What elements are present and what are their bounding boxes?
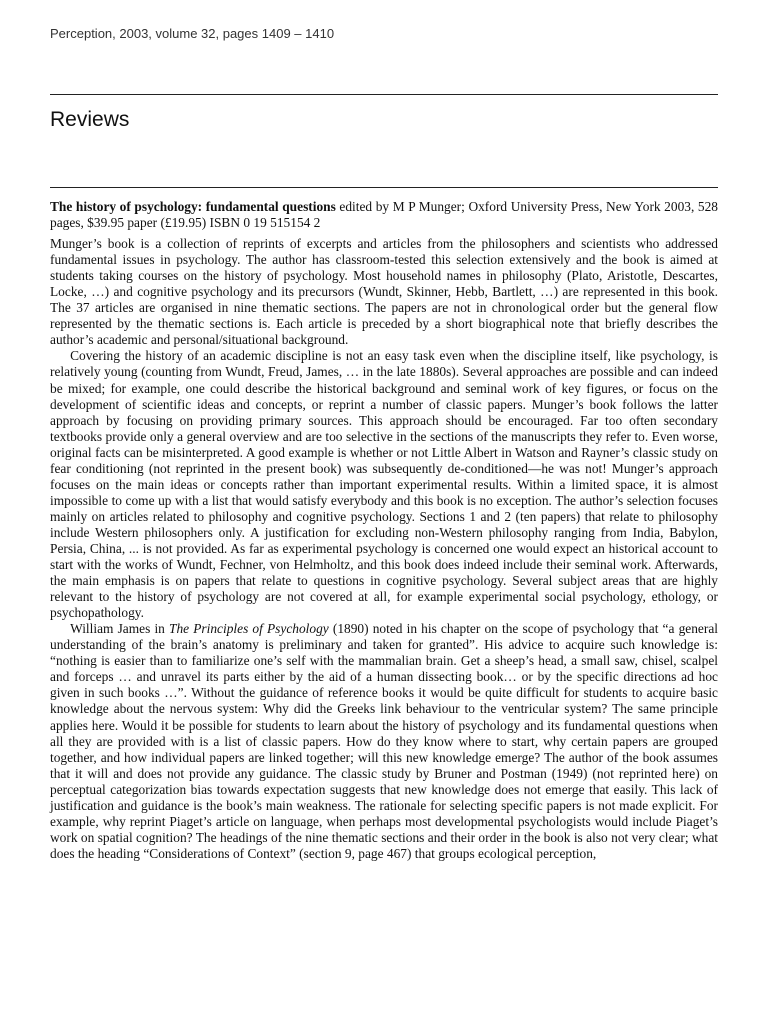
paragraph-2: Covering the history of an academic discipline is not an easy task even when the discipline itself, like psychology, is relatively young (counting from Wundt, Freud, James, … in the late 1880s). Several approaches are possible and can indeed be mixed; for example, one could describe the historical background and seminal work of key figures, or focus on the development of scientific ideas and concepts, or reprint a number of classic papers. Munger’s book follows the latter approach by focusing on providing primary sources. This approach should be encouraged. Far too often secondary textbooks provide only a general overview and are too selective in the sections of the manuscripts they refer to. Even worse, original facts can be misinterpreted. A good example is whether or not Little Albert in Watson and Rayner’s classic study on fear conditioning (not reprinted in the present book) was subsequently de-conditioned—he was not! Munger’s approach focuses on the main ideas or concepts rather than important experimental results. Within a limited space, it is almost impossible to come up with a list that would satisfy everybody and this book is no exception. The author’s selection focuses mainly on articles related to philosophy and cognitive psychology. Sections 1 and 2 (ten papers) that relate to philosophy include Western philosophers only. A justification for excluding non-Western philosophy ranging from India, Babylon, Persia, China, ... is not provided. As far as experimental psychology is concerned one would expect an historical account to start with the works of Wundt, Fechner, von Helmholtz, and this book does indeed include their seminal work. Afterwards, the main emphasis is on papers that relate to questions in cognitive psychology. Several subject areas that are highly relevant to the history of psychology are not covered at all, for example experimental social psychology, ethology, or psychopathology. [50, 348, 718, 621]
journal-citation-header: Perception, 2003, volume 32, pages 1409 – 1410 [50, 26, 335, 41]
book-title: The history of psychology: fundamental questions [50, 199, 336, 214]
book-citation [50, 199, 718, 231]
paragraph-3-text: (1890) noted in his chapter on the scope of psychology that “a general understanding of the brain’s anatomy is preliminary and taken for granted”. His advice to acquire such knowledge is: “nothing is easier than to familiarize one’s self with the mammalian brain. Get a sheep’s head, a small saw, chisel, scalpel and forceps … and unravel its parts either by the aid of a human dissecting book… or by the specific directions ad hoc given in such books …”. Without the guidance of reference books it would be quite difficult for students to acquire basic knowledge about the nervous system: Why did the Greeks link behaviour to the ventricular system? The same principle applies here. Would it be possible for students to learn about the history of psychology and its fundamental questions when all they are provided with is a list of classic papers. How do they know where to start, why certain papers are grouped together, and how individual papers are linked together; will this new knowledge emerge? The author of the book assumes that it will and does not provide any guidance. The classic study by Bruner and Postman (1949) (not reprinted here) on perceptual categorization bias towards expectation suggests that new knowledge does not emerge that easily. This lack of justification and guidance is the book’s main weakness. The rationale for selecting specific papers is not made explicit. For example, why reprint Piaget’s article on language, when perhaps most developmental psychologists would include Piaget’s work on spatial cognition? The headings of the nine thematic sections and their order in the book is also not very clear; what does the heading “Considerations of Context” (section 9, page 467) that groups ecological perception, [50, 621, 718, 861]
top-divider [50, 94, 718, 95]
paragraph-1: Munger’s book is a collection of reprints of excerpts and articles from the philosophers and scientists who addressed fundamental issues in psychology. The author has classroom-tested this selection extensively and the book is aimed at students taking courses on the history of psychology. Most household names in philosophy (Plato, Aristotle, Descartes, Locke, …) and cognitive psychology and its precursors (Wundt, Skinner, Hebb, Bartlett, …) are represented in this book. The 37 articles are organised in nine thematic sections. The papers are not in chronological order but the general flow represented by the thematic sections is. Each article is preceded by a short biographical note that briefly describes the author’s academic and personal/situational background. [50, 236, 718, 348]
book-details: edited by M P Munger; Oxford University Press, New York 2003, 528 pages, $39.95 paper (£19.95) ISBN 0 19 515154 2 [50, 199, 718, 231]
section-divider [50, 187, 718, 188]
review-body [50, 199, 718, 862]
paragraph-3 [50, 621, 718, 862]
section-title: Reviews [50, 108, 130, 131]
cited-work-title: The Principles of Psychology [169, 621, 329, 637]
paragraph-3-lead: William James in [70, 621, 170, 637]
